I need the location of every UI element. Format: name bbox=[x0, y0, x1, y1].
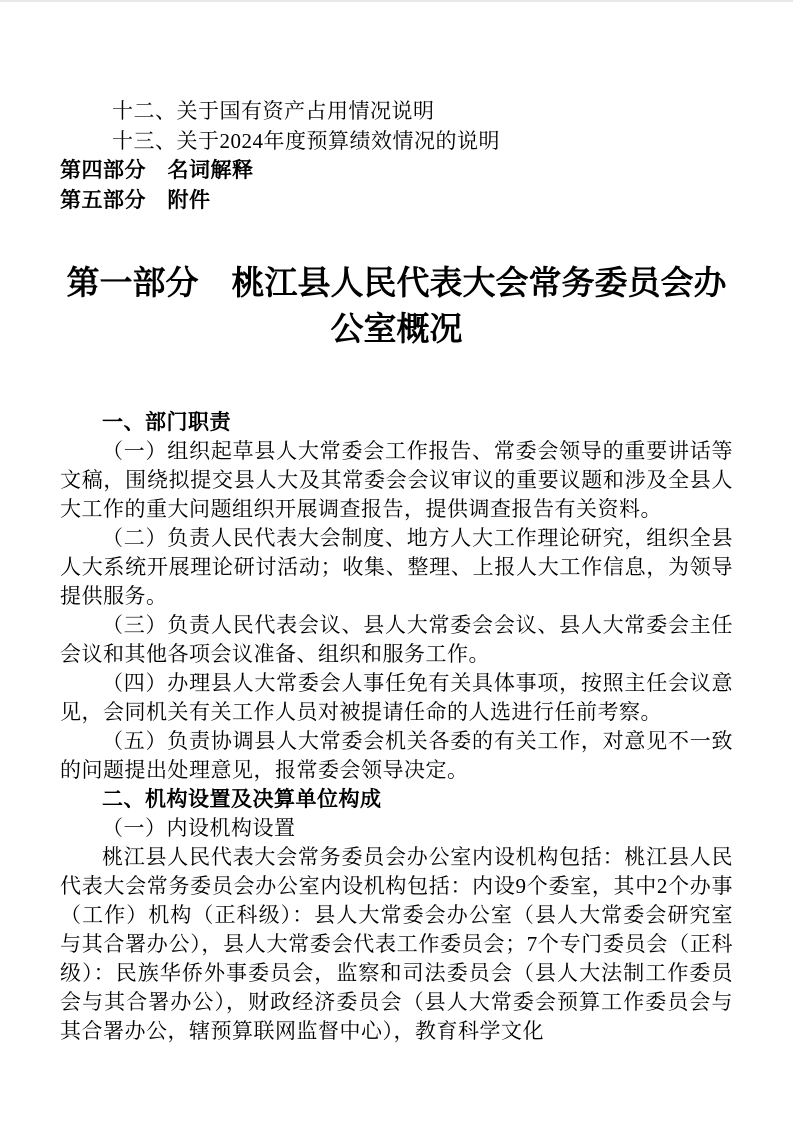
document-body bbox=[60, 408, 733, 1046]
section-1-heading: 一、部门职责 bbox=[102, 411, 231, 434]
toc-part-5-heading: 第五部分 附件 bbox=[60, 189, 211, 212]
section-2-paragraph-1: 桃江县人民代表大会常务委员会办公室内设机构包括：桃江县人民代表大会常务委员会办公室内设机构包括：内设9个委室，其中2个办事（工作）机构（正科级）：县人大常委会办公室（县人大常委会研究室与其合署办公），县人大常委会代表工作委员会；7个专门委员会（正科级）：民族华侨外事委员会，监察和司法委员会（县人大法制工作委员会与其合署办公），财政经济委员会（县人大常委会预算工作委员会与其合署办公，辖预算联网监督中心），教育科学文化 bbox=[60, 845, 733, 1043]
table-of-contents bbox=[60, 96, 733, 216]
document-title: 第一部分 桃江县人民代表大会常务委员会办公室概况 bbox=[66, 264, 727, 347]
toc-item-12: 十二、关于国有资产占用情况说明 bbox=[112, 99, 435, 123]
toc-part-4-heading: 第四部分 名词解释 bbox=[60, 159, 254, 182]
section-2-heading: 二、机构设置及决算单位构成 bbox=[102, 788, 382, 811]
toc-item-13: 十三、关于2024年度预算绩效情况的说明 bbox=[112, 129, 500, 153]
section-1-paragraph-4: （四）办理县人大常委会人事任免有关具体事项，按照主任会议意见，会同机关有关工作人员对被提请任命的人选进行任前考察。 bbox=[60, 671, 733, 724]
section-1-paragraph-1: （一）组织起草县人大常委会工作报告、常委会领导的重要讲话等文稿，围绕拟提交县人大及其常委会会议审议的重要议题和涉及全县人大工作的重大问题组织开展调查报告，提供调查报告有关资料。 bbox=[60, 439, 733, 521]
section-1-paragraph-5: （五）负责协调县人大常委会机关各委的有关工作，对意见不一致的问题提出处理意见，报常委会领导决定。 bbox=[60, 729, 733, 782]
section-1-paragraph-2: （二）负责人民代表大会制度、地方人大工作理论研究，组织全县人大系统开展理论研讨活动；收集、整理、上报人大工作信息，为领导提供服务。 bbox=[60, 526, 733, 608]
section-2-subheading: （一）内设机构设置 bbox=[102, 816, 296, 840]
section-1-paragraph-3: （三）负责人民代表会议、县人大常委会会议、县人大常委会主任会议和其他各项会议准备、组织和服务工作。 bbox=[60, 613, 733, 666]
